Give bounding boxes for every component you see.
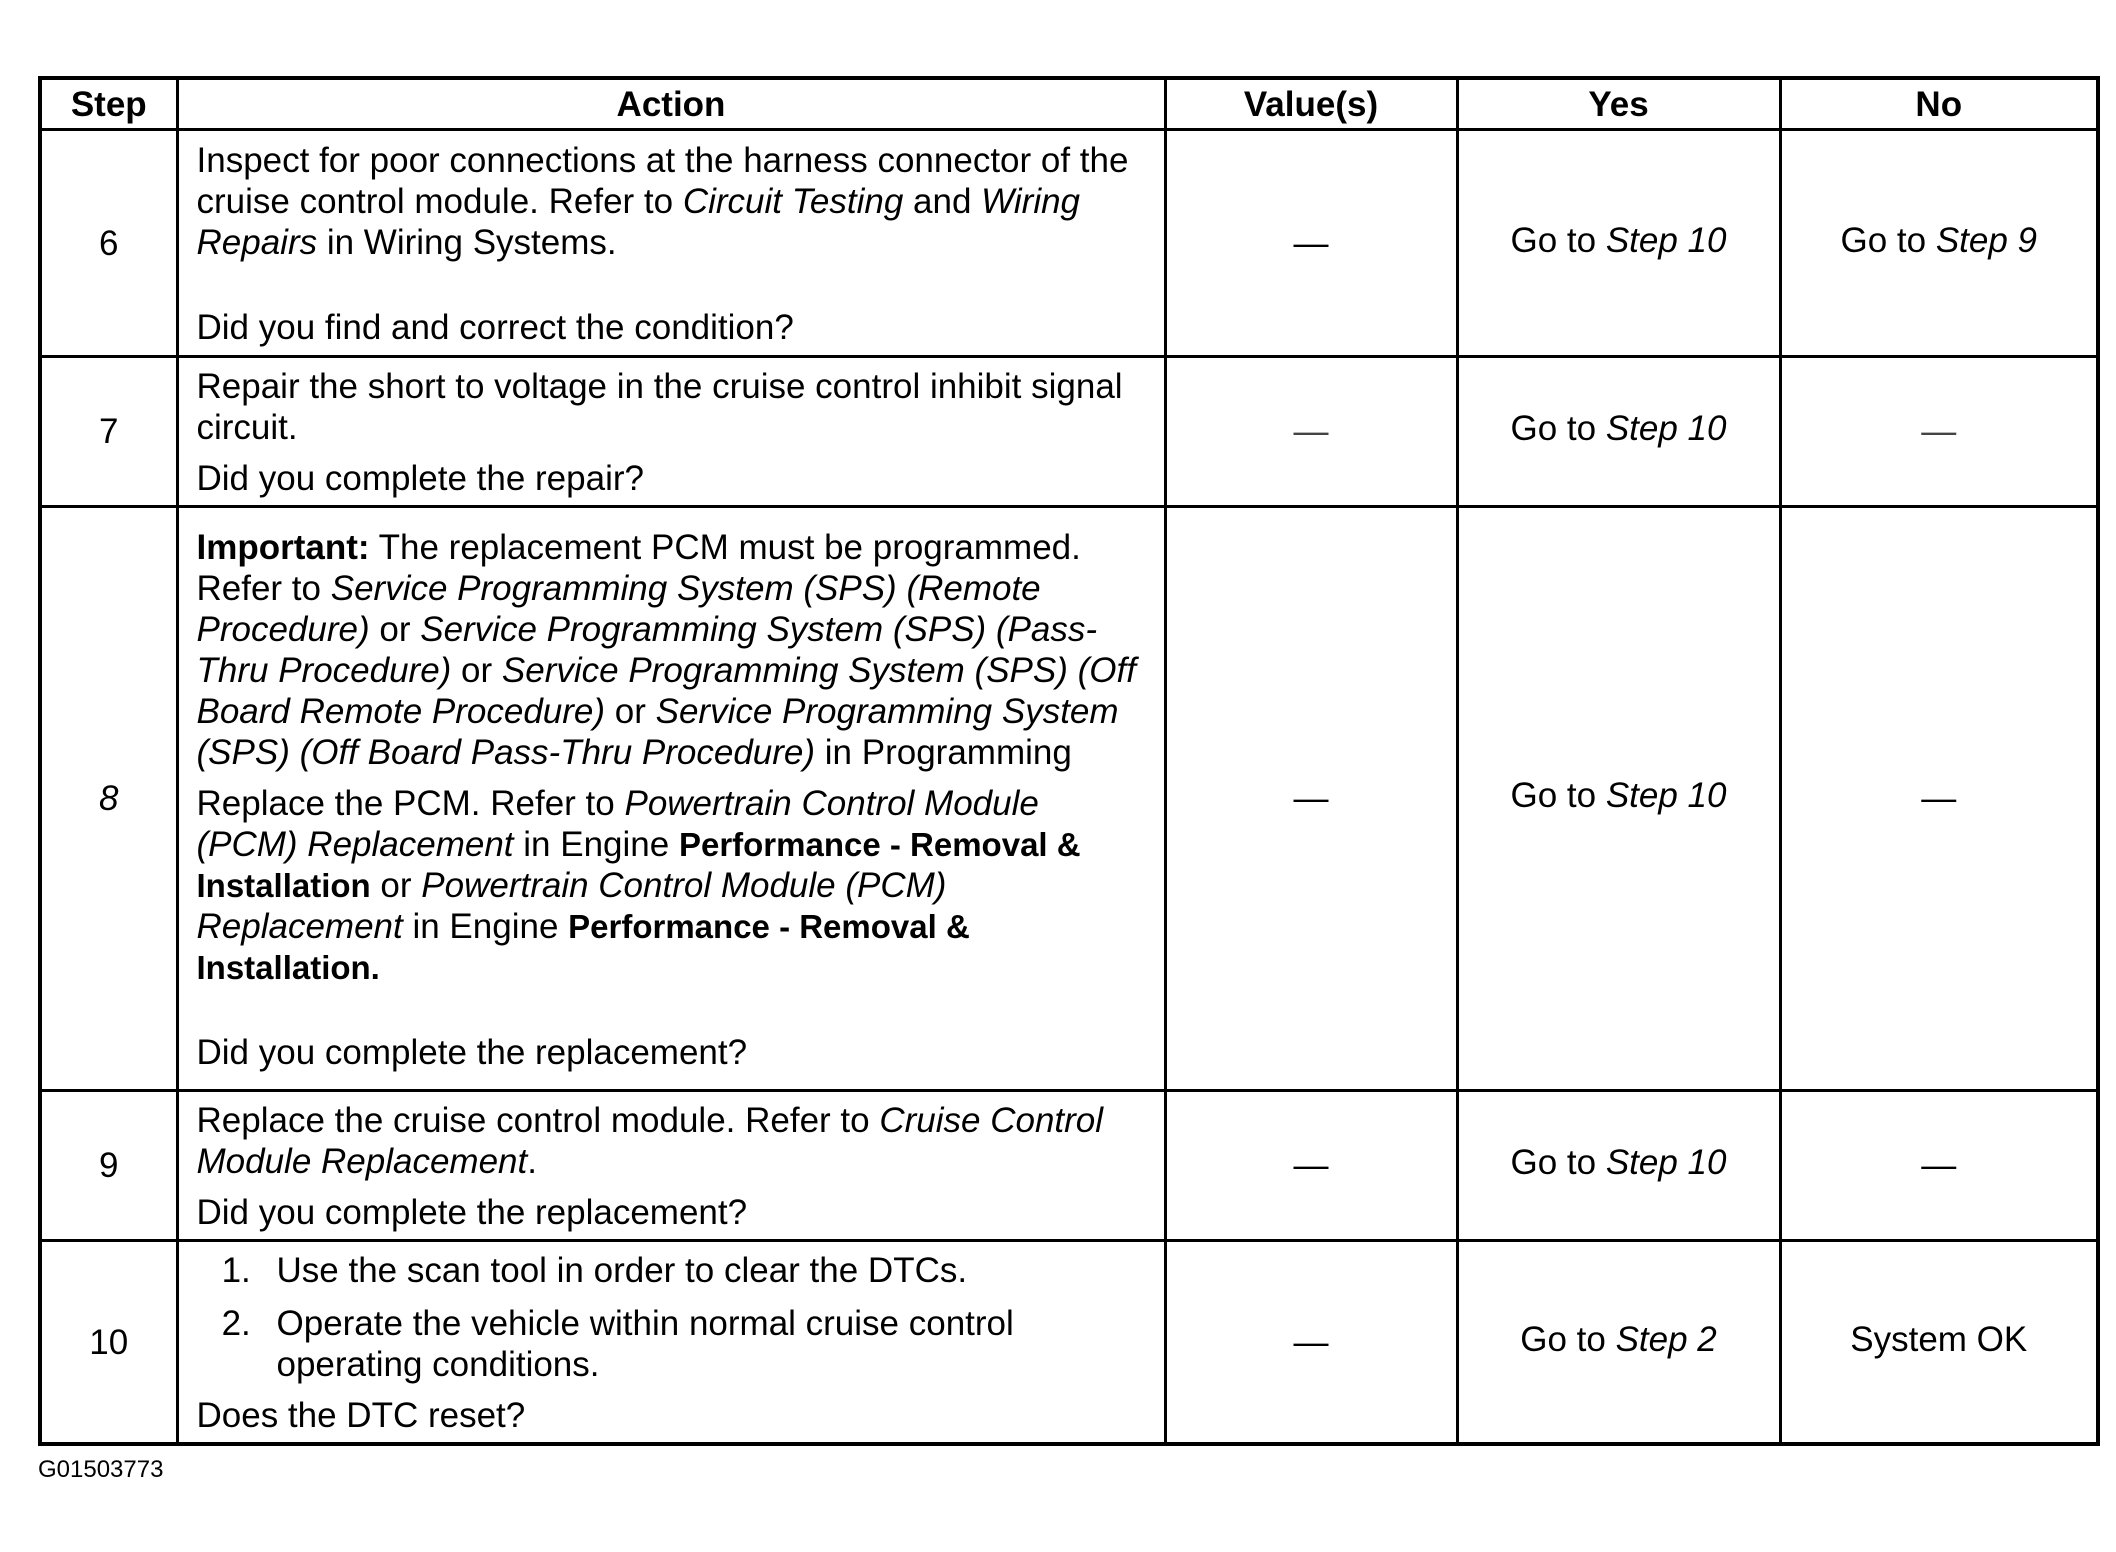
no-cell: —: [1780, 357, 2098, 507]
header-yes: Yes: [1457, 78, 1780, 130]
step-number: 7: [40, 357, 177, 507]
no-cell: —: [1780, 507, 2098, 1091]
value-cell: —: [1165, 1091, 1457, 1241]
header-step: Step: [40, 78, 177, 130]
step-number: 10: [40, 1241, 177, 1445]
action-instruction: Replace the cruise control module. Refer to Cruise Control Module Replacement.: [196, 1101, 1104, 1181]
header-action: Action: [177, 78, 1165, 130]
value-cell: —: [1165, 507, 1457, 1091]
goto-step-link: Step 10: [1605, 220, 1727, 260]
action-cell: [177, 1091, 1165, 1241]
yes-cell: Go to Step 10: [1457, 1091, 1780, 1241]
value-cell: —: [1165, 357, 1457, 507]
action-question: Did you complete the repair?: [196, 459, 644, 498]
goto-step-link: Step 10: [1605, 409, 1727, 448]
yes-cell: Go to Step 10: [1457, 357, 1780, 507]
table-row-step-8: [40, 507, 2098, 1091]
goto-step-link: Step 9: [1935, 220, 2038, 260]
reference-link: Powertrain Control Module (PCM) Replacement: [196, 783, 1039, 864]
reference-link: Circuit Testing: [682, 182, 904, 221]
important-note: Important: The replacement PCM must be programmed. Refer to Service Programming System (SPS) (Remote Procedure) or Service Programming System (SPS) (Pass-Thru Procedure) or Service Programming System (SPS) (Off Board Remote Procedure) or Service Programming System (SPS) (Off Board Pass-Thru Procedure) in Programming: [196, 527, 1136, 772]
reference-link: Powertrain Control Module (PCM) Replacement: [196, 865, 947, 946]
no-cell: —: [1780, 1091, 2098, 1241]
reference-link: Service Programming System (SPS) (Remote Procedure): [196, 568, 1041, 649]
reference-link: Wiring Repairs: [196, 182, 1081, 262]
no-cell: Go to Step 9: [1780, 130, 2098, 357]
action-cell: [177, 357, 1165, 507]
value-cell: —: [1165, 130, 1457, 357]
goto-step-link: Step 10: [1605, 1143, 1727, 1182]
header-values: Value(s): [1165, 78, 1457, 130]
table-row-step-10: [40, 1241, 2098, 1445]
action-question: Did you find and correct the condition?: [196, 308, 794, 347]
yes-cell: Go to Step 10: [1457, 130, 1780, 357]
table-row-step-9: [40, 1091, 2098, 1241]
reference-link: Service Programming System (SPS) (Off Board Remote Procedure): [196, 650, 1136, 731]
action-cell: [177, 507, 1165, 1091]
goto-step-link: Step 10: [1605, 776, 1727, 815]
manual-section: Performance - Removal & Installation: [196, 825, 1081, 904]
action-instruction: Repair the short to voltage in the cruise control inhibit signal circuit.: [196, 367, 1123, 447]
header-no: No: [1780, 78, 2098, 130]
manual-section: Performance - Removal & Installation.: [196, 907, 970, 986]
table-row-step-6: [40, 130, 2098, 357]
list-item: 2. Operate the vehicle within normal cruise control operating conditions.: [261, 1303, 1150, 1385]
header-row: [40, 78, 2098, 130]
action-question: Did you complete the replacement?: [196, 1032, 748, 1072]
step-number: 8: [40, 507, 177, 1091]
important-label: Important:: [196, 527, 370, 567]
step-number: 9: [40, 1091, 177, 1241]
action-steps-list: [197, 1250, 1150, 1385]
diagnostic-table: [38, 76, 2100, 1446]
table-row-step-7: [40, 357, 2098, 507]
yes-cell: Go to Step 2: [1457, 1241, 1780, 1445]
no-cell: System OK: [1780, 1241, 2098, 1445]
yes-cell: Go to Step 10: [1457, 507, 1780, 1091]
action-cell: [177, 1241, 1165, 1445]
goto-step-link: Step 2: [1615, 1319, 1717, 1359]
reference-link: Service Programming System (SPS) (Off Board Pass-Thru Procedure): [196, 691, 1119, 772]
figure-id: G01503773: [38, 1456, 164, 1483]
value-cell: —: [1165, 1241, 1457, 1445]
action-instruction: Inspect for poor connections at the harness connector of the cruise control module. Refer to Circuit Testing and Wiring Repairs in Wiring Systems.: [196, 141, 1129, 262]
list-item: 1. Use the scan tool in order to clear the DTCs.: [261, 1250, 1150, 1291]
action-cell: [177, 130, 1165, 357]
reference-link: Cruise Control Module Replacement: [196, 1101, 1104, 1181]
action-instruction: Replace the PCM. Refer to Powertrain Control Module (PCM) Replacement in Engine Performance - Removal & Installation or Powertrain Control Module (PCM) Replacement in Engine Performance - Removal & Installation.: [196, 783, 1081, 986]
reference-link: Service Programming System (SPS) (Pass-Thru Procedure): [196, 609, 1098, 690]
action-question: Does the DTC reset?: [196, 1396, 526, 1435]
action-question: Did you complete the replacement?: [196, 1193, 748, 1232]
step-number: 6: [40, 130, 177, 357]
